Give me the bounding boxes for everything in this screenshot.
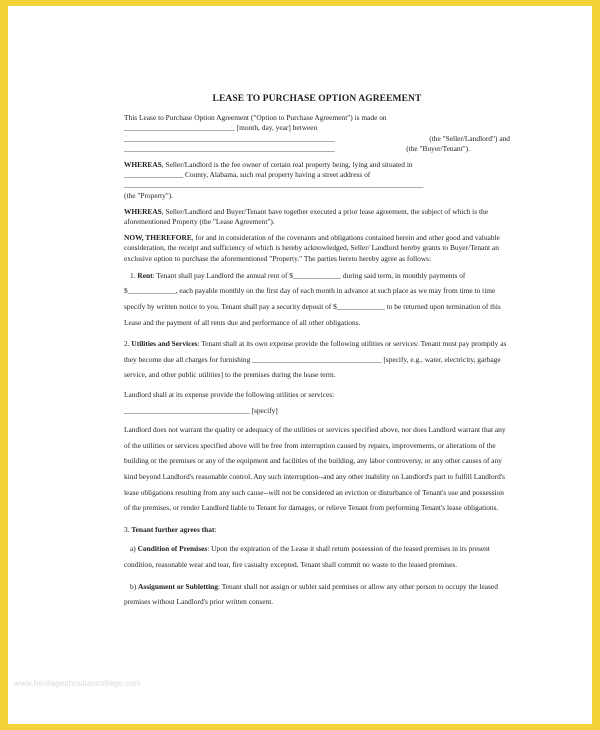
document-title: LEASE TO PURCHASE OPTION AGREEMENT xyxy=(212,94,422,104)
landlord-utilities-line-1: Landlord shall at its expense provide the following utilities or services: xyxy=(124,390,335,399)
seller-label: (the "Seller/Landlord") and xyxy=(429,133,510,143)
assignment-heading: Assignment or Subletting xyxy=(138,581,218,591)
intro-line-1: This Lease to Purchase Option Agreement ("Option to Purchase Agreement") is made on xyxy=(124,113,387,123)
seller-line xyxy=(124,134,510,144)
rent-text: : Tenant shall pay Landlord the annual rent of $_____________ during said term, in monthly payments of $_____________, each payable monthly on the first day of each month in advance at such place as we may from time to time specify by written notice to you. Tenant shall pay a security deposit of $_____________ to be returned upon termination of this Lease and the payment of all rents due and performance of all other obligations. xyxy=(124,270,501,327)
further-agrees-heading xyxy=(124,522,510,538)
buyer-line xyxy=(124,144,510,154)
further-colon: : xyxy=(214,524,217,534)
whereas-label-2: WHEREAS xyxy=(124,206,162,216)
property-label: (the "Property"). xyxy=(124,190,174,200)
agreement-body xyxy=(124,94,510,614)
further-label: Tenant further agrees that xyxy=(131,524,215,534)
condition-letter: a) xyxy=(130,544,136,554)
therefore-text: , for and in consideration of the covenants and obligations contained herein and other good and valuable consideration, the receipt and sufficiency of which is hereby acknowledged, Seller/ Landlord hereby grants to Buyer/Tenant an exclusive option to purchase the aforementioned "Property." The parties hereto hereby agree as follows: xyxy=(124,233,500,263)
utilities-section xyxy=(124,336,510,383)
further-number: 3. xyxy=(124,524,130,534)
utilities-heading: Utilities and Services xyxy=(131,339,198,349)
county-line: ________________ County, Alabama, such real property having a street address of xyxy=(124,170,371,180)
whereas-paragraph-1 xyxy=(124,160,510,201)
buyer-blank: _________________________________________________________ xyxy=(124,143,335,153)
buyer-label: (the "Buyer/Tenant"). xyxy=(406,143,470,153)
condition-section xyxy=(124,541,510,572)
rent-heading: Rent xyxy=(137,270,153,280)
therefore-label: NOW, THEREFORE xyxy=(124,233,192,243)
condition-heading: Condition of Premises xyxy=(137,544,208,554)
warranty-paragraph: Landlord does not warrant the quality or adequacy of the utilities or services specified above, nor does Landlord warrant that any of the utilities or services specified above will be free from interruption caused by repairs, improvements, or alterations of the building or the premises or any of the equipment and facilities of the building, any labor controversy, or any other causes of any kind beyond Landlord's reasonable control. Any such interruption--and any other inability on Landlord's part to fulfill Landlord's lease obligations resulting from any such cause--will not be considered an eviction or disturbance of Tenant's use and possession of the premises, or render Landlord liable to Tenant for damages, or relieve Tenant from performing Tenant's lease obligations. xyxy=(124,425,506,513)
whereas-paragraph-2 xyxy=(124,207,510,227)
document-page xyxy=(8,6,592,724)
utilities-text: : Tenant shall at its own expense provide the following utilities or services: Tenant must pay promptly as they become due all charges for furnishing ___________________________________ [specify, e.g., water, electricity, garbage service, and other public utilities] to the premises during the lease term. xyxy=(124,339,507,380)
assignment-section xyxy=(124,579,510,610)
rent-number: 1. xyxy=(130,270,136,280)
site-watermark: www.heritagechristiancollege.com xyxy=(14,679,141,688)
rent-section xyxy=(124,268,510,330)
landlord-utilities-line-2: __________________________________ [specify] xyxy=(124,405,278,415)
assignment-letter: b) xyxy=(130,581,137,591)
whereas-text-2: , Seller/Landlord and Buyer/Tenant have together executed a prior lease agreement, the subject of which is the aforementioned Property (the "Lease Agreement"). xyxy=(124,206,488,227)
assignment-text: : Tenant shall not assign or sublet said premises or allow any other person to occupy the leased premises without Landlord's prior written consent. xyxy=(124,581,498,607)
utilities-number: 2. xyxy=(124,339,130,349)
landlord-utilities xyxy=(124,387,510,418)
address-blank-line: _________________________________________________________________________________ xyxy=(124,180,424,190)
therefore-paragraph xyxy=(124,233,510,264)
whereas-text-1: , Seller/Landlord is the fee owner of certain real property being, lying and situated in xyxy=(161,160,413,170)
seller-blank: _________________________________________________________ xyxy=(124,133,335,143)
intro-line-2: ______________________________ [month, day, year] between xyxy=(124,123,318,133)
intro-paragraph xyxy=(124,113,510,154)
whereas-label-1: WHEREAS xyxy=(124,160,162,170)
condition-text: : Upon the expiration of the Lease it shall return possession of the leased premises in its present condition, reasonable wear and tear, fire casualty excepted. Tenant shall commit no waste to the leased premises. xyxy=(124,544,490,569)
